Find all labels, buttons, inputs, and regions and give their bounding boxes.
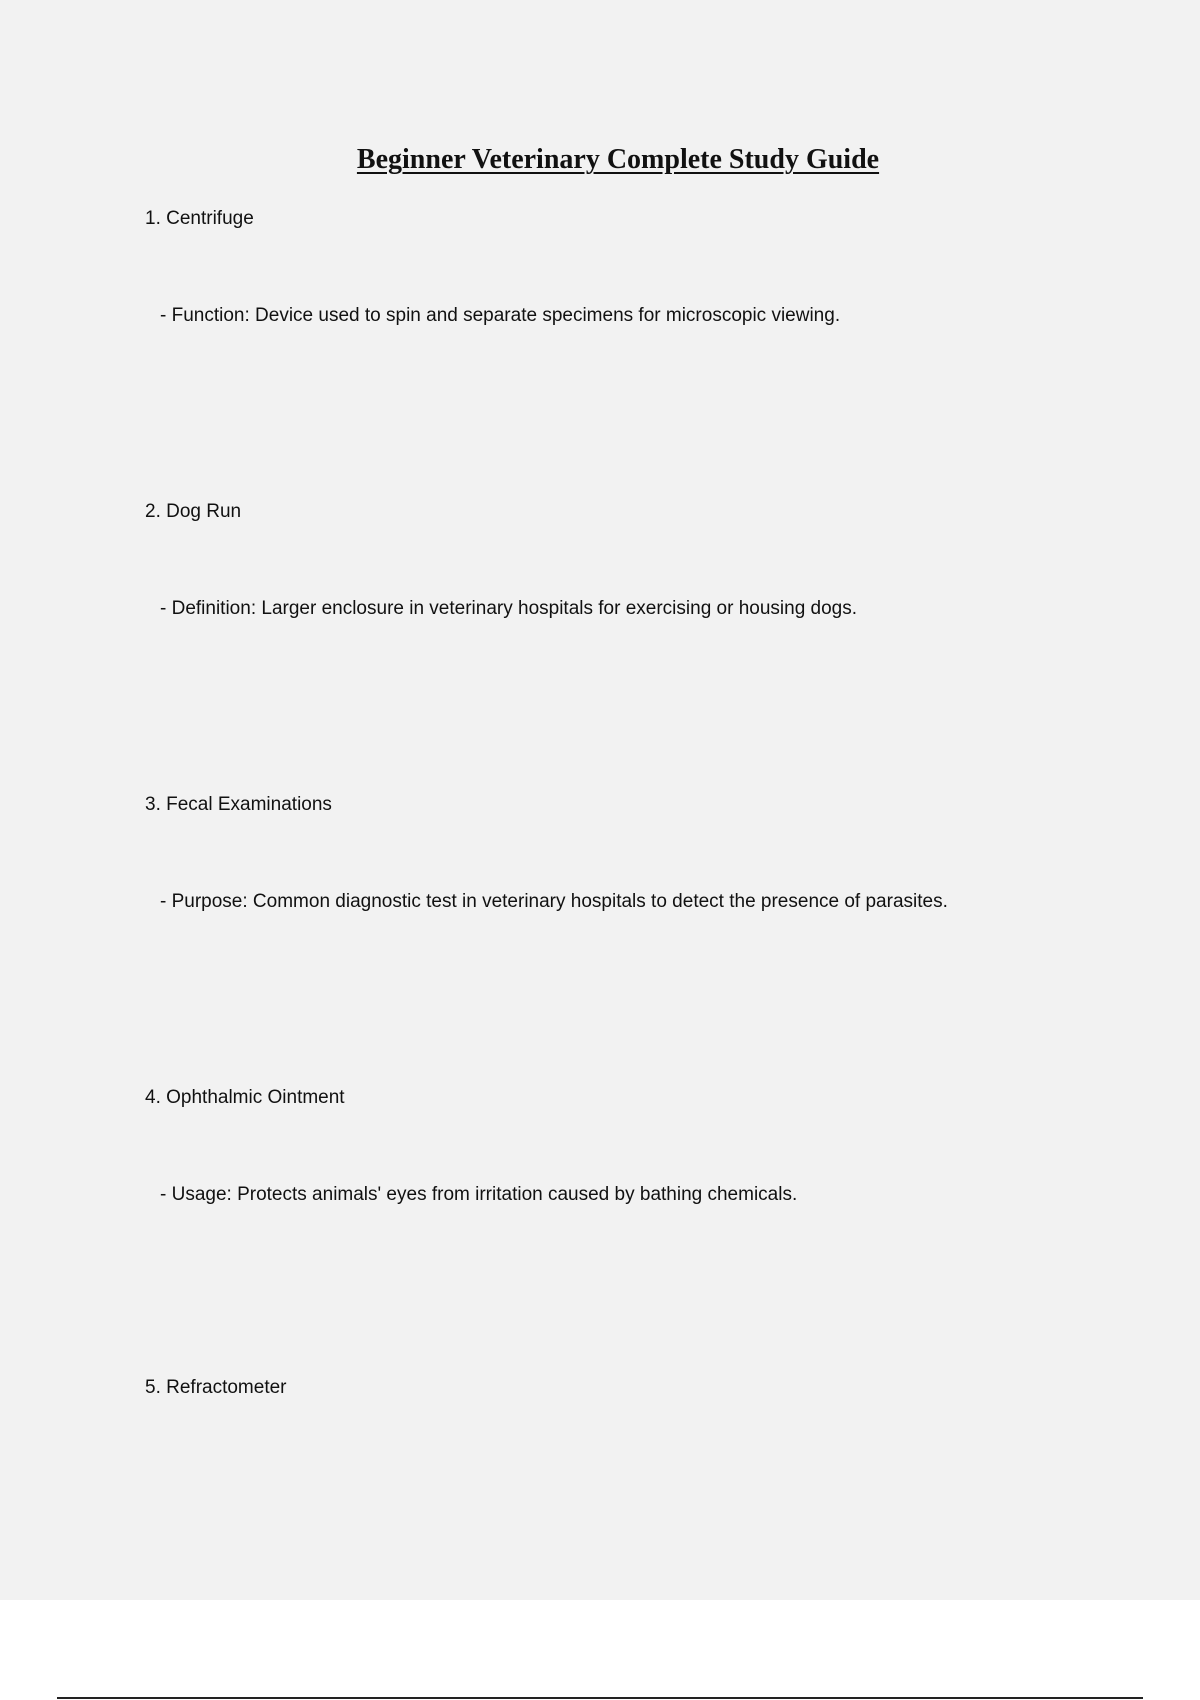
- item-heading-fecal-examinations: 3. Fecal Examinations: [145, 794, 332, 815]
- item-detail-fecal-examinations: - Purpose: Common diagnostic test in veterinary hospitals to detect the presence of parasites.: [160, 891, 948, 912]
- document-title: Beginner Veterinary Complete Study Guide: [356, 144, 880, 175]
- item-heading-dog-run: 2. Dog Run: [145, 501, 242, 522]
- item-heading-centrifuge: 1. Centrifuge: [145, 208, 254, 229]
- item-heading-ophthalmic-ointment: 4. Ophthalmic Ointment: [145, 1087, 345, 1108]
- footer-divider: [57, 1697, 1143, 1699]
- item-heading-refractometer: 5. Refractometer: [145, 1377, 287, 1398]
- item-detail-centrifuge: - Function: Device used to spin and separate specimens for microscopic viewing.: [160, 305, 841, 326]
- item-detail-ophthalmic-ointment: - Usage: Protects animals' eyes from irritation caused by bathing chemicals.: [160, 1184, 798, 1205]
- item-detail-dog-run: - Definition: Larger enclosure in veterinary hospitals for exercising or housing dogs.: [160, 598, 858, 619]
